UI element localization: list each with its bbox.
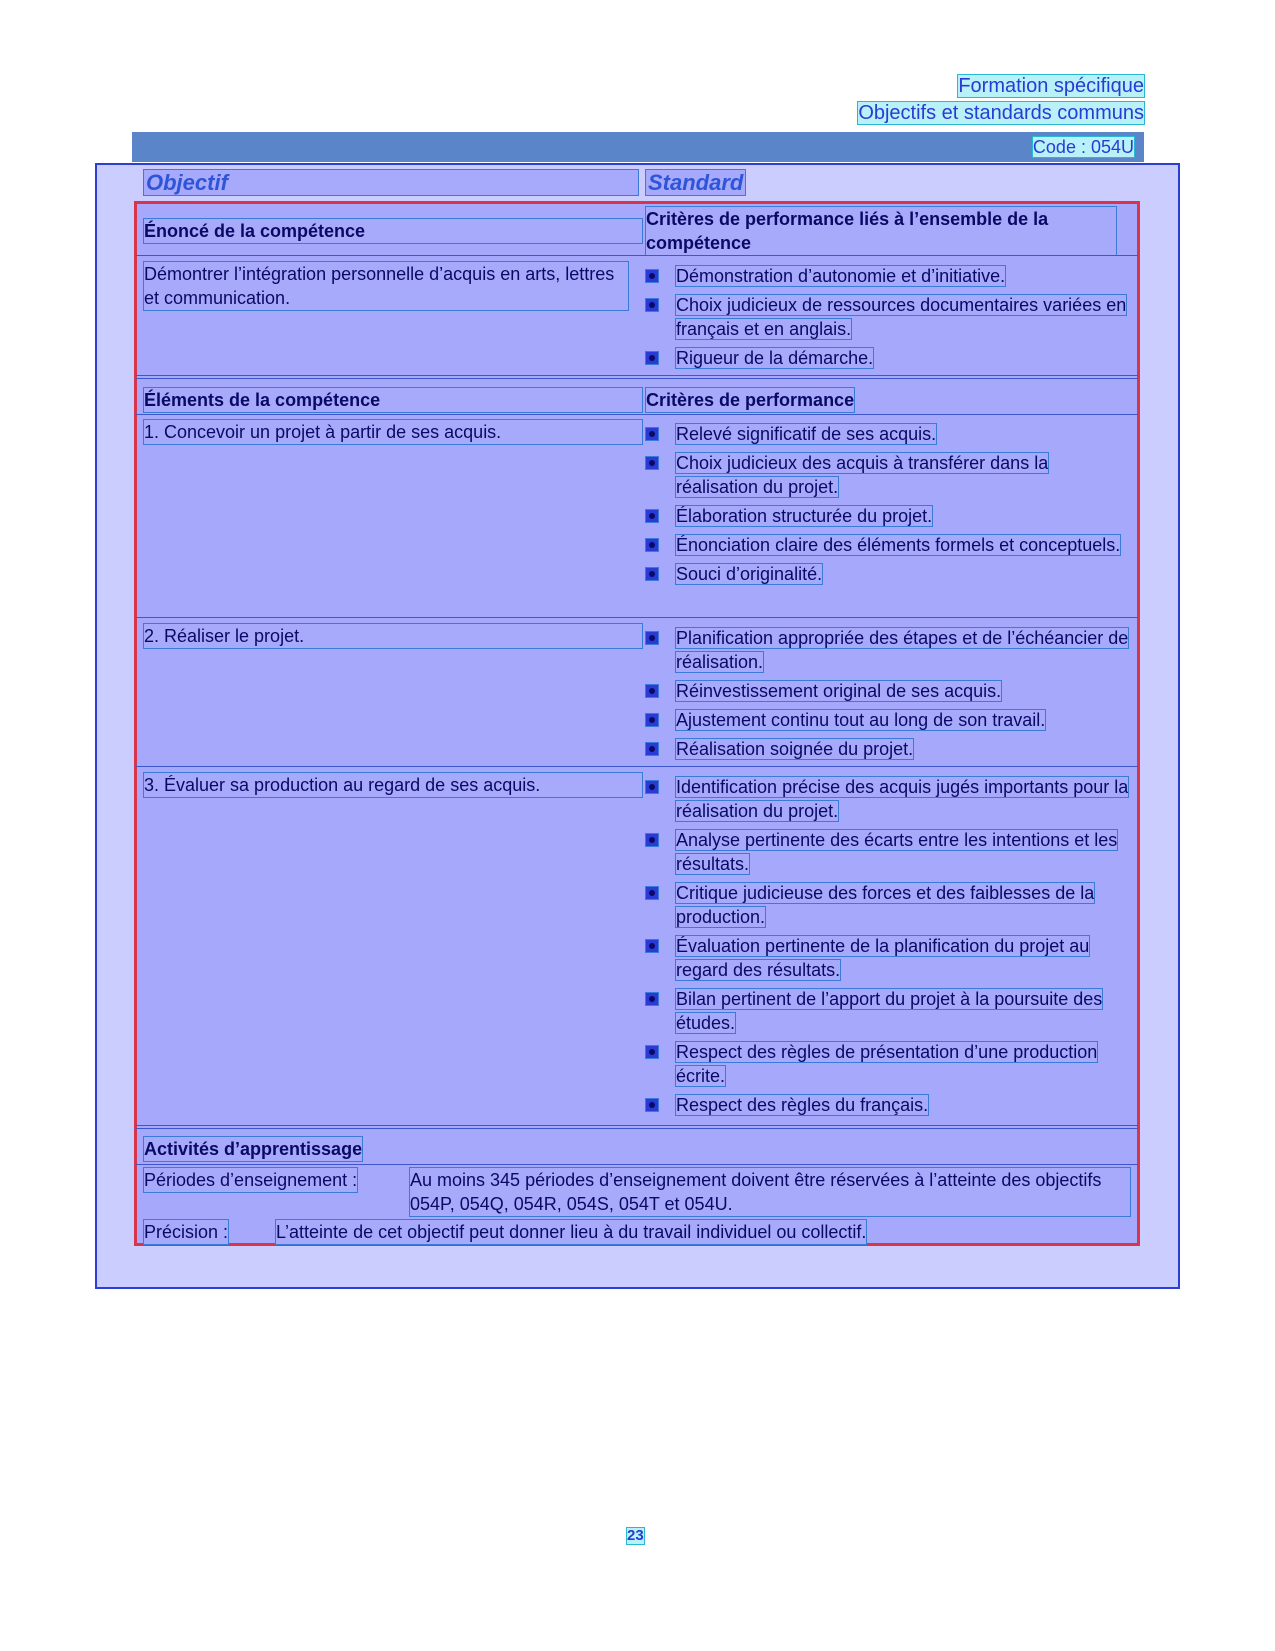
list-item: Bilan pertinent de l’apport du projet à la poursuite des études. [646,987,1130,1035]
bullet-icon [646,299,658,311]
bullet-icon [646,714,658,726]
bullet-icon [646,940,658,952]
bullet-icon [646,887,658,899]
section-divider [136,375,1138,379]
list-item: Respect des règles du français. [646,1093,1130,1117]
list-item: Rigueur de la démarche. [646,346,1130,370]
bullet-icon [646,568,658,580]
competence-statement: Démontrer l’intégration personnelle d’acquis en arts, lettres et communication. [144,262,628,310]
periods-text: Au moins 345 périodes d’enseignement doivent être réservées à l’atteinte des objectifs 054P, 054Q, 054R, 054S, 054T et 054U. [410,1168,1130,1216]
periods-label: Périodes d’enseignement : [144,1170,358,1190]
column-title-standard: Standard [648,170,744,195]
divider [136,414,1138,415]
list-item: Relevé significatif de ses acquis. [646,422,1130,446]
column-title-objectif: Objectif [144,170,638,195]
list-item: Réinvestissement original de ses acquis. [646,679,1130,703]
list-item: Analyse pertinente des écarts entre les intentions et les résultats. [646,828,1130,876]
bullet-icon [646,632,658,644]
divider [136,617,1138,618]
bullet-icon [646,270,658,282]
list-item: Réalisation soignée du projet. [646,737,1130,761]
element-1-label: 1. Concevoir un projet à partir de ses acquis. [144,420,642,444]
list-item: Choix judicieux de ressources documentaires variées en français et en anglais. [646,293,1130,341]
bullet-icon [646,685,658,697]
list-item: Respect des règles de présentation d’une production écrite. [646,1040,1130,1088]
bullet-icon [646,1099,658,1111]
element-3-criteria [646,775,1130,1122]
objective-code: Code : 054U [1032,137,1134,157]
bullet-icon [646,834,658,846]
list-item: Identification précise des acquis jugés importants pour la réalisation du projet. [646,775,1130,823]
list-item: Évaluation pertinente de la planification du projet au regard des résultats. [646,934,1130,982]
competence-header: Énoncé de la compétence [144,219,642,243]
element-2-label: 2. Réaliser le projet. [144,624,642,648]
program-title: Formation spécifique [958,75,1144,97]
elements-header: Éléments de la compétence [144,388,642,412]
document-subtitle: Objectifs et standards communs [858,102,1144,124]
activities-header: Activités d’apprentissage [144,1139,363,1159]
list-item: Énonciation claire des éléments formels et conceptuels. [646,533,1130,557]
divider [136,766,1138,767]
list-item: Élaboration structurée du projet. [646,504,1130,528]
page-number: 23 [627,1527,644,1544]
divider [136,255,1138,256]
list-item: Démonstration d’autonomie et d’initiative. [646,264,1130,288]
bullet-icon [646,428,658,440]
section-divider [136,1125,1138,1129]
divider [136,1164,1138,1165]
competence-criteria-header: Critères de performance liés à l’ensemble de la compétence [646,207,1116,255]
list-item: Critique judicieuse des forces et des faiblesses de la production. [646,881,1130,929]
bullet-icon [646,1046,658,1058]
element-2-criteria [646,626,1130,766]
bullet-icon [646,457,658,469]
list-item: Souci d’originalité. [646,562,1130,586]
bullet-icon [646,539,658,551]
elements-criteria-header: Critères de performance [646,390,855,410]
element-3-label: 3. Évaluer sa production au regard de ses acquis. [144,773,642,797]
bullet-icon [646,781,658,793]
list-item: Planification appropriée des étapes et de l’échéancier de réalisation. [646,626,1130,674]
bullet-icon [646,510,658,522]
bullet-icon [646,743,658,755]
element-1-criteria [646,422,1130,591]
bullet-icon [646,993,658,1005]
precision-label: Précision : [144,1222,229,1242]
code-bar [132,132,1144,162]
bullet-icon [646,352,658,364]
list-item: Choix judicieux des acquis à transférer dans la réalisation du projet. [646,451,1130,499]
list-item: Ajustement continu tout au long de son travail. [646,708,1130,732]
competence-criteria-list [646,264,1130,375]
precision-text: L’atteinte de cet objectif peut donner lieu à du travail individuel ou collectif. [276,1222,867,1242]
